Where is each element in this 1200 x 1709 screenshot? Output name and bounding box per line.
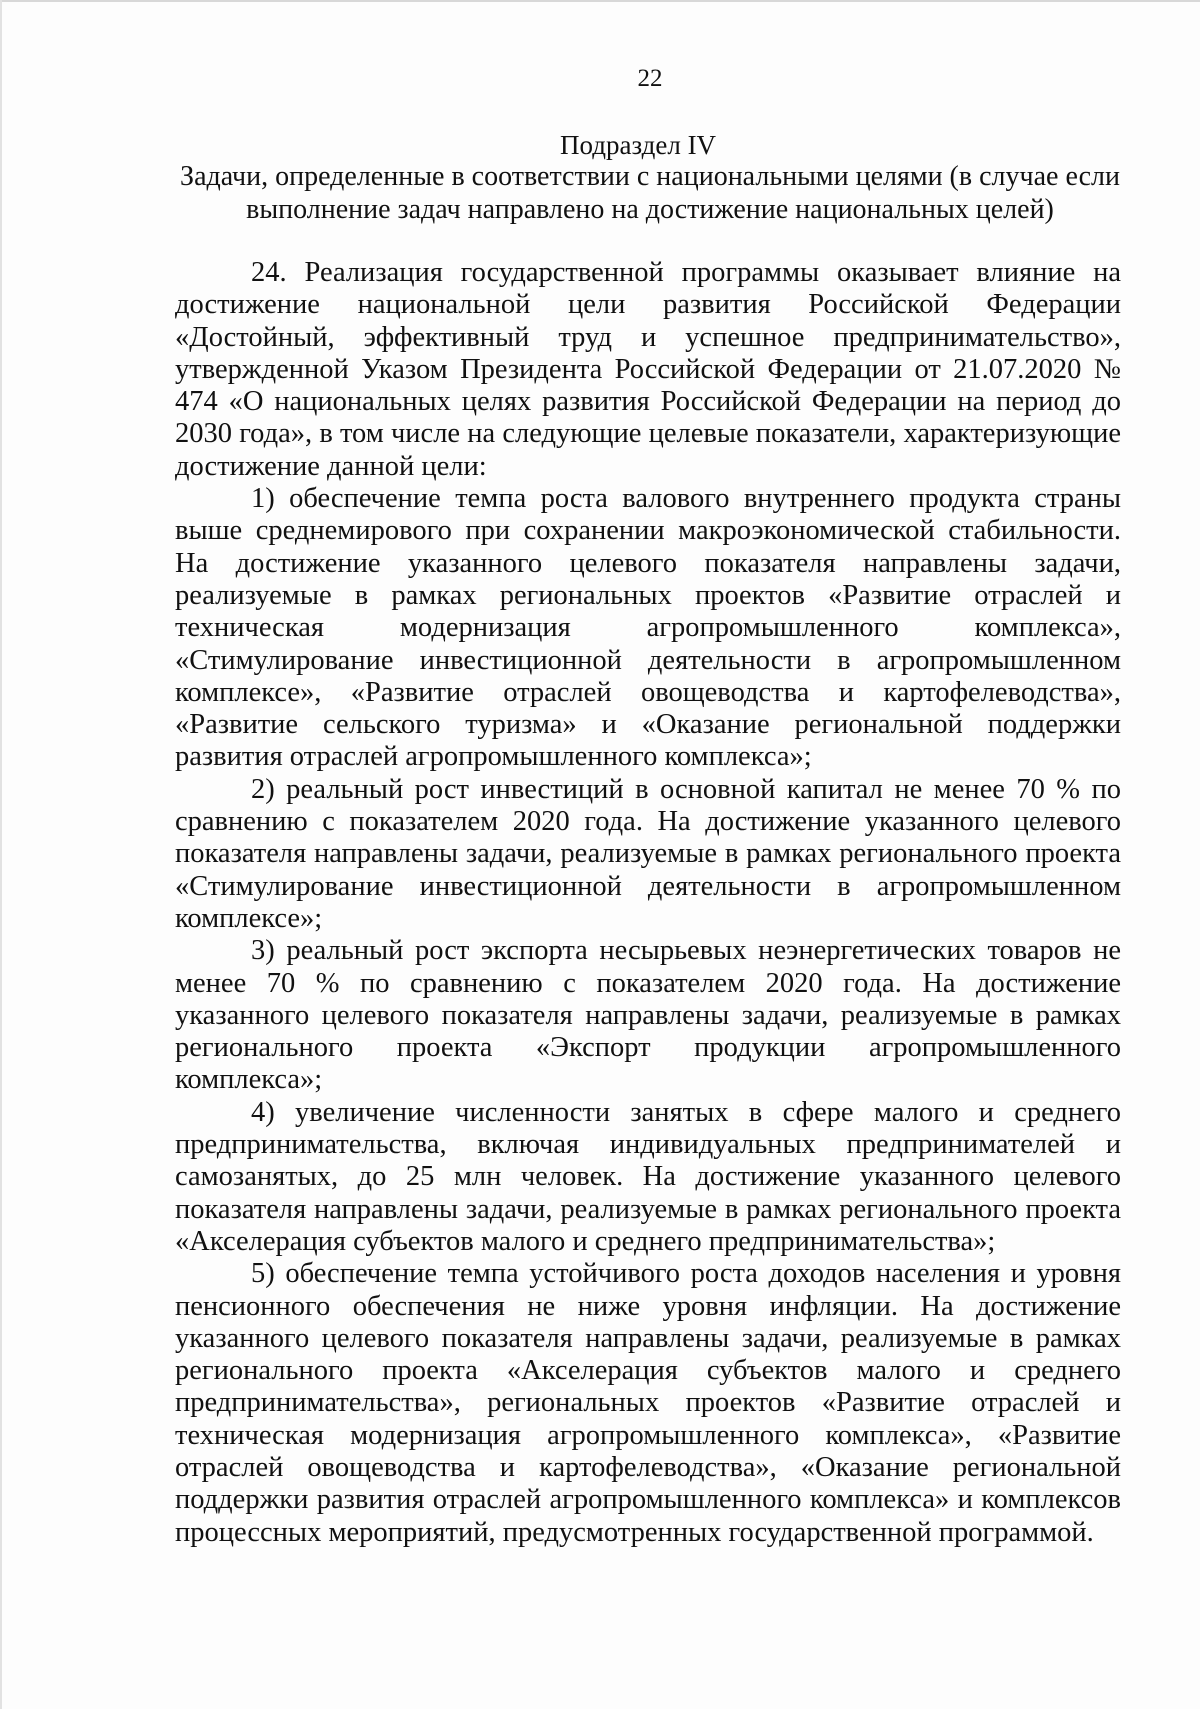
document-body <box>175 257 1121 1549</box>
scan-edge-top <box>0 0 1200 2</box>
list-item-1: 1) обеспечение темпа роста валового внутреннего продукта страны выше среднемирового при сохранении макроэкономической стабильности. На достижение указанного целевого показателя направлены задачи, реализуемые в рамках региональных проектов «Развитие отраслей и техническая модернизация агропромышленного комплекса», «Стимулирование инвестиционной деятельности в агропромышленном комплексе», «Развитие отраслей овощеводства и картофелеводства», «Развитие сельского туризма» и «Оказание региональной поддержки развития отраслей агропромышленного комплекса»; <box>175 483 1121 773</box>
paragraph-24: 24. Реализация государственной программы оказывает влияние на достижение национальной цели развития Российской Федерации «Достойный, эффективный труд и успешное предпринимательство», утвержденной Указом Президента Российской Федерации от 21.07.2020 № 474 «О национальных целях развития Российской Федерации на период до 2030 года», в том числе на следующие целевые показатели, характеризующие достижение данной цели: <box>175 257 1121 482</box>
list-item-4: 4) увеличение численности занятых в сфере малого и среднего предпринимательства, включая индивидуальных предпринимателей и самозанятых, до 25 млн человек. На достижение указанного целевого показателя направлены задачи, реализуемые в рамках регионального проекта «Акселерация субъектов малого и среднего предпринимательства»; <box>175 1096 1121 1257</box>
scan-edge-left <box>0 0 2 1709</box>
list-item-3: 3) реальный рост экспорта несырьевых неэнергетических товаров не менее 70 % по сравнению с показателем 2020 года. На достижение указанного целевого показателя направлены задачи, реализуемые в рамках регионального проекта «Экспорт продукции агропромышленного комплекса»; <box>175 935 1121 1096</box>
page-number: 22 <box>637 65 663 92</box>
subsection-title: Подраздел IV <box>560 130 717 160</box>
list-item-5: 5) обеспечение темпа устойчивого роста доходов населения и уровня пенсионного обеспечения не ниже уровня инфляции. На достижение указанного целевого показателя направлены задачи, реализуемые в рамках регионального проекта «Акселерация субъектов малого и среднего предпринимательства», региональных проектов «Развитие отраслей и техническая модернизация агропромышленного комплекса», «Развитие отраслей овощеводства и картофелеводства», «Оказание региональной поддержки развития отраслей агропромышленного комплекса» и комплексов процессных мероприятий, предусмотренных государственной программой. <box>175 1258 1121 1548</box>
section-heading: Задачи, определенные в соответствии с национальными целями (в случае если выполнение задач направлено на достижение национальных целей) <box>180 161 1120 225</box>
list-item-2: 2) реальный рост инвестиций в основной капитал не менее 70 % по сравнению с показателем 2020 года. На достижение указанного целевого показателя направлены задачи, реализуемые в рамках регионального проекта «Стимулирование инвестиционной деятельности в агропромышленном комплексе»; <box>175 773 1121 934</box>
